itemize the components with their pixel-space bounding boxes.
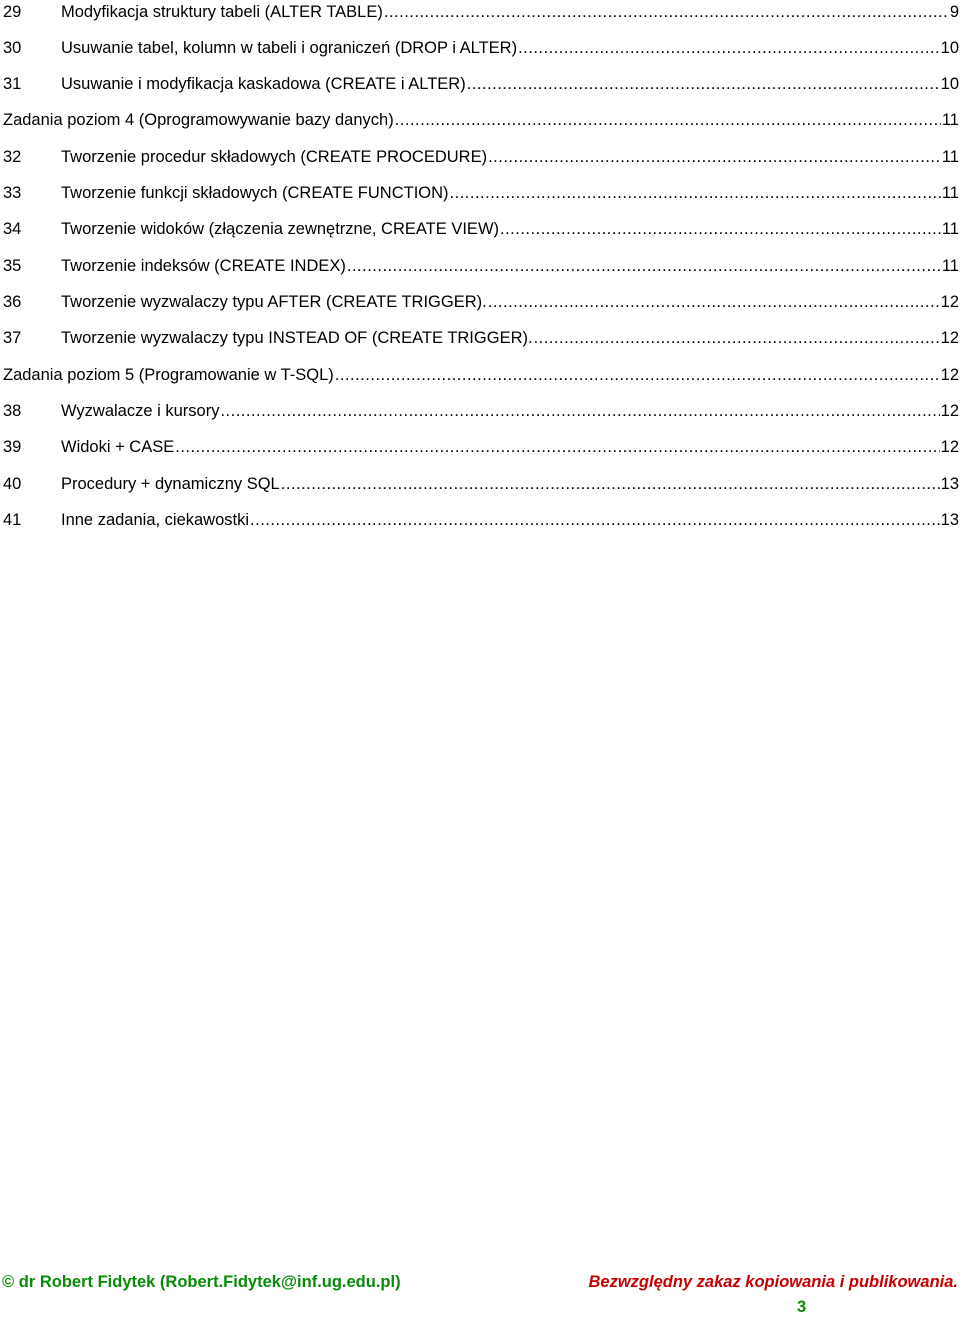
toc-entry[interactable] <box>3 472 959 508</box>
toc-entry-title: Tworzenie funkcji składowych (CREATE FUNCTION) <box>61 184 449 202</box>
toc-entry-page: 10 <box>940 39 959 57</box>
toc-dot-leader <box>518 36 940 60</box>
toc-entry-page: 11 <box>941 257 959 275</box>
toc-entry[interactable] <box>3 508 959 544</box>
toc-entry-page: 12 <box>940 366 959 384</box>
toc-entry-title: Procedury + dynamiczny SQL <box>61 475 280 493</box>
footer-author: © dr Robert Fidytek (Robert.Fidytek@inf.ug.edu.pl) <box>2 1273 401 1291</box>
toc-entry-number: 39 <box>3 438 22 456</box>
toc-entry-page: 11 <box>941 220 959 238</box>
toc-dot-leader <box>335 363 940 387</box>
toc-entry-page: 13 <box>940 511 959 529</box>
toc-entry-title: Tworzenie indeksów (CREATE INDEX) <box>61 257 346 275</box>
toc-dot-leader <box>467 72 940 96</box>
toc-entry-title: Widoki + CASE <box>61 438 175 456</box>
toc-entry-number: 40 <box>3 475 22 493</box>
toc-section-heading[interactable] <box>3 108 959 144</box>
toc-dot-leader <box>220 399 939 423</box>
toc-entry-title: Tworzenie widoków (złączenia zewnętrzne, CREATE VIEW) <box>61 220 500 238</box>
toc-entry[interactable] <box>3 72 959 108</box>
toc-dot-leader <box>488 290 940 314</box>
toc-entry[interactable] <box>3 0 959 36</box>
toc-dot-leader <box>534 326 940 350</box>
toc-entry-title: Wyzwalacze i kursory <box>61 402 220 420</box>
toc-entry-number: 38 <box>3 402 22 420</box>
toc-entry[interactable] <box>3 36 959 72</box>
toc-section-title: Zadania poziom 5 (Programowanie w T-SQL) <box>3 366 334 384</box>
toc-entry[interactable] <box>3 254 959 290</box>
toc-entry[interactable] <box>3 145 959 181</box>
toc-dot-leader <box>395 108 941 132</box>
toc-entry[interactable] <box>3 181 959 217</box>
toc-dot-leader <box>450 181 941 205</box>
toc-entry[interactable] <box>3 217 959 253</box>
toc-dot-leader <box>488 145 941 169</box>
toc-dot-leader <box>384 0 949 24</box>
toc-entry-title: Tworzenie procedur składowych (CREATE PROCEDURE) <box>61 148 488 166</box>
toc-entry-page: 11 <box>941 148 959 166</box>
toc-entry-title: Inne zadania, ciekawostki <box>61 511 250 529</box>
page-number: 3 <box>797 1298 807 1316</box>
toc-entry-page: 13 <box>940 475 959 493</box>
toc-entry-title: Tworzenie wyzwalaczy typu AFTER (CREATE TRIGGER). <box>61 293 487 311</box>
toc-entry-number: 31 <box>3 75 22 93</box>
toc-entry-number: 30 <box>3 39 22 57</box>
toc-dot-leader <box>281 472 940 496</box>
toc-entry[interactable] <box>3 326 959 362</box>
toc-entry-title: Modyfikacja struktury tabeli (ALTER TABLE) <box>61 3 383 21</box>
toc-entry-number: 32 <box>3 148 22 166</box>
toc-entry-page: 9 <box>949 3 959 21</box>
toc-section-heading[interactable] <box>3 363 959 399</box>
footer-copyright-notice: Bezwzględny zakaz kopiowania i publikowania. <box>588 1273 958 1291</box>
toc-dot-leader <box>175 435 939 459</box>
page-footer <box>0 1273 960 1303</box>
toc-section-title: Zadania poziom 4 (Oprogramowywanie bazy danych) <box>3 111 394 129</box>
toc-entry-number: 35 <box>3 257 22 275</box>
toc-entry-title: Tworzenie wyzwalaczy typu INSTEAD OF (CREATE TRIGGER). <box>61 329 533 347</box>
toc-entry-page: 11 <box>941 111 959 129</box>
toc-entry[interactable] <box>3 399 959 435</box>
toc-entry-page: 12 <box>940 329 959 347</box>
toc-entry[interactable] <box>3 435 959 471</box>
toc-entry-title: Usuwanie i modyfikacja kaskadowa (CREATE i ALTER) <box>61 75 466 93</box>
toc-entry-page: 11 <box>941 184 959 202</box>
toc-entry-page: 12 <box>940 402 959 420</box>
toc-entry-number: 36 <box>3 293 22 311</box>
toc-entry-number: 41 <box>3 511 22 529</box>
toc-dot-leader <box>347 254 941 278</box>
toc-entry[interactable] <box>3 290 959 326</box>
toc-dot-leader <box>500 217 941 241</box>
toc-entry-number: 37 <box>3 329 22 347</box>
toc-entry-number: 34 <box>3 220 22 238</box>
toc-entry-page: 10 <box>940 75 959 93</box>
toc-entry-number: 33 <box>3 184 22 202</box>
toc-entry-page: 12 <box>940 438 959 456</box>
toc-dot-leader <box>250 508 940 532</box>
toc-entry-number: 29 <box>3 3 22 21</box>
toc-entry-page: 12 <box>940 293 959 311</box>
toc-entry-title: Usuwanie tabel, kolumn w tabeli i ograniczeń (DROP i ALTER) <box>61 39 518 57</box>
